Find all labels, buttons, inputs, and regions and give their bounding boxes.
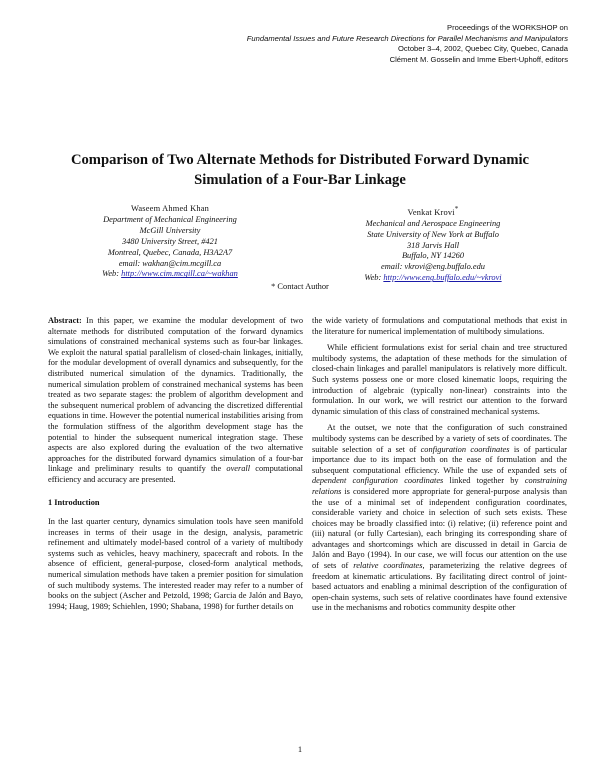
author-block-1: [55, 204, 285, 280]
web-label: Web:: [102, 269, 120, 279]
proceedings-line-4: Clément M. Gosselin and Imme Ebert-Uphoff, editors: [389, 54, 568, 64]
emphasis: constraining relations: [312, 476, 567, 496]
abstract-emphasis: overall: [226, 464, 251, 474]
abstract-text: In this paper, we examine the modular development of two alternate methods for distributed computation of the forward dynamics simulations of constrained mechanical systems such as four-bar linkages. We exploit the natural spatial parallelism of closed-chain linkages, initially, for the modular development of overall dynamics and subsequently, for the distributed numerical simulation of the dynamics. Traditionally, the numerical simulation problem of constrained mechanical systems has been treated as two separate stages: the problem of algorithm development and the subsequent numerical problem of advancing the discretized differential equations in time. However the potential numerical instabilities arising from the formulation stiffness of the algorithm development stage has the potential to hinder the subsequent numerical integration stage. These aspects are also explored during the evaluation of the two alternative approaches for the distributed forward dynamics simulation of a four-bar linkage and preliminary results to quantify the: [48, 316, 303, 474]
emphasis: relative coordinates: [353, 561, 423, 571]
author-univ: State University of New York at Buffalo: [367, 229, 499, 239]
author-addr-1: 3480 University Street, #421: [122, 236, 218, 246]
section-heading: 1 Introduction: [48, 497, 100, 507]
right-column: [312, 316, 567, 614]
author-dept: Department of Mechanical Engineering: [103, 214, 237, 224]
proceedings-line-2: Fundamental Issues and Future Research Directions for Parallel Mechanisms and Manipulators: [246, 33, 568, 43]
paper-title: Comparison of Two Alternate Methods for Distributed Forward Dynamic Simulation of a Four-Bar Linkage: [70, 152, 530, 188]
web-label: Web:: [364, 273, 382, 283]
contact-author-note: * Contact Author: [271, 282, 329, 291]
proceedings-line-3: October 3–4, 2002, Quebec City, Quebec, Canada: [398, 44, 568, 54]
paragraph: While efficient formulations exist for serial chain and tree structured multibody systems, the adaptation of these methods for the simulation of closed-chain linkages and parallel manipulators is relatively more difficult. Such systems possess one or more closed kinematic loops, requiring the introduction of algebraic (typically non-linear) constraints into the formulation. In our work, we will restrict our attention to the forward dynamic simulation of this class of constrained mechanical systems.: [312, 343, 567, 416]
emphasis: dependent configuration coordinates: [312, 476, 444, 486]
author-name-text: Venkat Krovi: [407, 207, 455, 217]
proceedings-header: [148, 23, 568, 65]
author-name: [318, 204, 548, 219]
intro-paragraph: In the last quarter century, dynamics simulation tools have seen manifold increases in terms of their usage in the design, analysis, parametric refinement and ultimately model-based control of a variety of multibody systems such as vehicles, heavy machinery, spacecraft and robots. In the absence of efficient, general-purpose, closed-form analytical methods, numerical simulation methods have taken a premier position for simulation of such multibody systems. The interested reader may refer to a number of books on the subject (Ascher and Petzold, 1998; Garcia de Jalón and Bayo, 1994; Haug, 1989; Schiehlen, 1990; Shabana, 1998) for further details on: [48, 517, 303, 611]
author-web-link[interactable]: http://www.cim.mcgill.ca/~wakhan: [121, 269, 238, 279]
author-addr-2: Montreal, Quebec, Canada, H3A2A7: [107, 247, 233, 257]
text-run: is considered more appropriate for general-purpose analysis than the use of a minimal set of independent configuration coordinates, considerable variety and choice in selection of such sets exists. These choices may be broadly classified into: (i) relative; (ii) reference point and (iii) natural (or fully Cartesian), each bringing its corresponding share of advantages and shortcomings which are discussed in detail in Garcia de Jalón and Bayo (1994). In our case, we will focus our attention on the use of sets of: [312, 486, 567, 571]
author-email: email: vkrovi@eng.buffalo.edu: [381, 262, 485, 272]
author-addr-1: 318 Jarvis Hall: [406, 240, 460, 250]
text-run: , parameterizing the relative degrees of freedom at kinematic articulations. By facilitating direct control of joint-based actuators and enabling a minimal description of the configuration of open-chain systems, such sets of relative coordinates have found extensive use in the mechanisms and robotics community despite other: [312, 561, 567, 613]
author-addr-2: Buffalo, NY 14260: [401, 251, 465, 261]
emphasis: configuration coordinates: [420, 444, 510, 454]
text-run: At the outset, we note that the configuration of such constrained multibody systems can be described by a variety of sets of coordinates. The suitable selection of a set of: [312, 423, 567, 454]
text-run: linked together by: [443, 476, 525, 486]
author-email: email: wakhan@cim.mcgill.ca: [118, 258, 222, 268]
author-univ: McGill University: [139, 225, 201, 235]
author-name: Waseem Ahmed Khan: [130, 204, 210, 213]
abstract-label: Abstract:: [48, 316, 82, 325]
paragraph: the wide variety of formulations and computational methods that exist in the literature for numerical implementation of multibody simulations.: [312, 316, 567, 336]
abstract-text-end: computational efficiency and accuracy are presented.: [48, 464, 303, 484]
left-column: [48, 316, 303, 612]
page-number: 1: [297, 744, 303, 754]
author-dept: Mechanical and Aerospace Engineering: [365, 218, 501, 228]
author-block-2: [318, 204, 548, 284]
contact-mark: *: [454, 205, 459, 213]
abstract-paragraph: [48, 316, 303, 486]
proceedings-line-1: Proceedings of the WORKSHOP on: [447, 23, 568, 32]
author-web: [55, 269, 285, 280]
text-run: is of particular importance due to its impact both on the ease of formulation and the subsequent computational efficiency. While the use of expanded sets of: [312, 444, 567, 475]
author-web-link[interactable]: http://www.eng.buffalo.edu/~vkrovi: [383, 273, 502, 283]
paragraph: [312, 423, 567, 614]
